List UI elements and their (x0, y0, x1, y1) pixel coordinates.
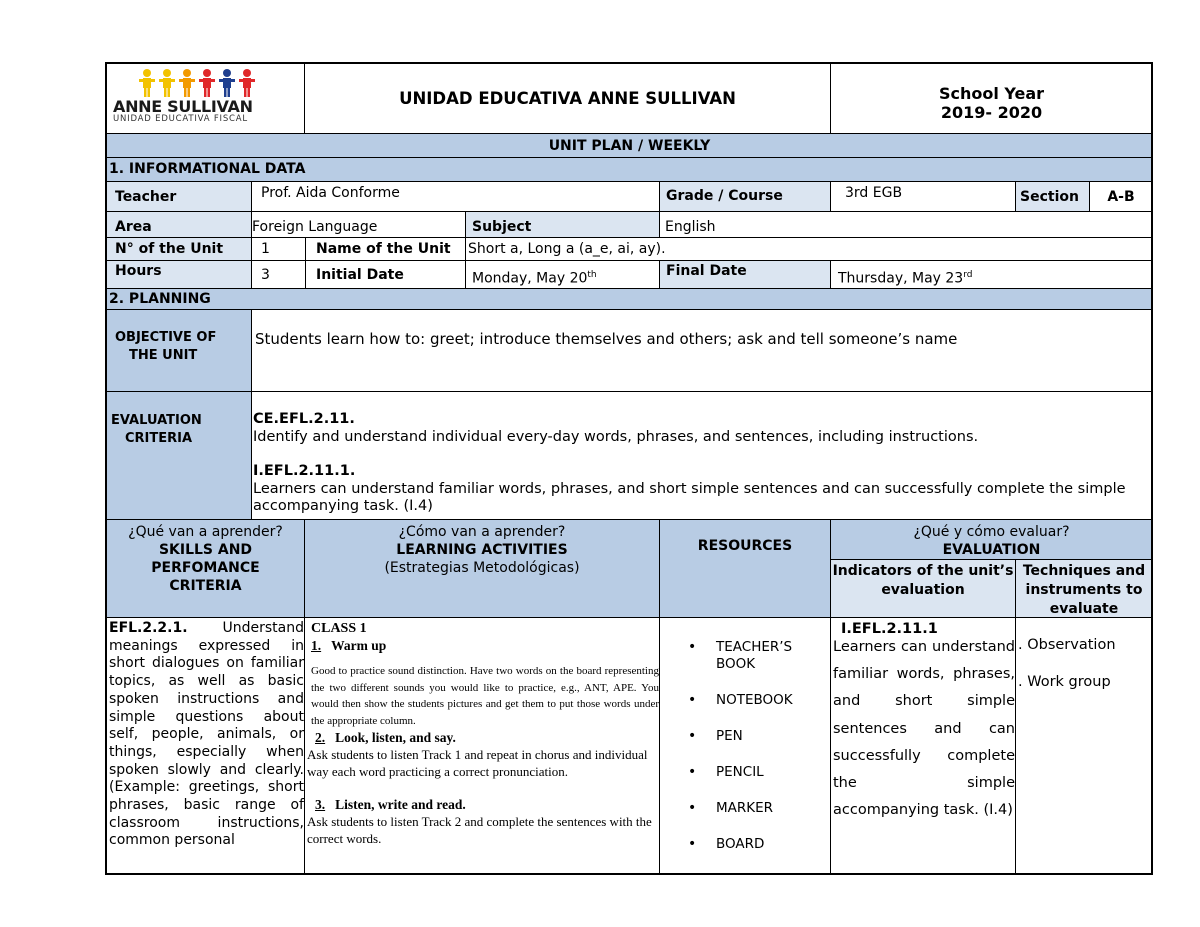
techniques-header: Techniques and instruments to evaluate (1016, 560, 1153, 618)
final-date-label: Final Date (660, 261, 831, 289)
area-label: Area (107, 212, 252, 238)
unit-plan-title: UNIT PLAN / WEEKLY (107, 134, 1153, 158)
criteria-text (252, 392, 1153, 520)
activity-3-heading (315, 796, 659, 813)
activity-2-text: Ask students to listen Track 1 and repeat in chorus and individual way each word practicing a correct pronunciation. (307, 747, 648, 779)
subject-value: English (660, 212, 1153, 238)
unit-plan-document (105, 62, 1153, 875)
unit-name-value: Short a, Long a (a_e, ai, ay). (466, 238, 1153, 261)
skills-body (107, 618, 305, 875)
activity-1-number: 1. (311, 638, 322, 653)
school-name: UNIDAD EDUCATIVA ANNE SULLIVAN (305, 64, 831, 134)
skills-title-3: CRITERIA (169, 578, 242, 594)
criteria-code-1: CE.EFL.2.11. (253, 411, 355, 427)
grade-value: 3rd EGB (831, 182, 1016, 212)
objective-text: Students learn how to: greet; introduce themselves and others; ask and tell someone’s name (252, 310, 1153, 392)
learning-title: LEARNING ACTIVITIES (396, 542, 568, 558)
children-logo-icon (137, 68, 257, 98)
indicators-body (831, 618, 1016, 875)
criteria-label-line2: CRITERIA (125, 431, 193, 446)
resource-item: • BOARD (660, 836, 830, 853)
indicator-code: I.EFL.2.11.1 (841, 621, 938, 637)
skills-header (107, 520, 305, 618)
class-label: CLASS 1 (311, 621, 367, 636)
final-date-value: Thursday, May 23 (838, 270, 964, 287)
section-label: Section (1016, 182, 1090, 212)
skill-code: EFL.2.2.1. (109, 620, 188, 636)
activity-1-heading (311, 637, 659, 654)
activity-2-number: 2. (315, 730, 326, 745)
skills-title-2: PERFOMANCE (151, 560, 260, 576)
activity-3-text: Ask students to listen Track 2 and complete the sentences with the correct words. (307, 814, 652, 846)
skills-title-1: SKILLS AND (158, 542, 253, 558)
learning-header (305, 520, 660, 618)
activity-3-title: Listen, write and read. (335, 797, 466, 812)
unit-name-label: Name of the Unit (306, 238, 466, 261)
section-planning: 2. PLANNING (107, 289, 1153, 310)
hours-value: 3 (252, 261, 306, 289)
initial-date-value: Monday, May 20 (472, 270, 588, 287)
technique-item: . Observation (1018, 637, 1116, 653)
grade-label: Grade / Course (660, 182, 831, 212)
activity-1-text: Good to practice sound distinction. Have two words on the board representing the two different sounds you would like to practice, e.g., ANT, APE. You would then show the students pictures and get them to put those words under the appropriate column. (311, 665, 659, 727)
school-year-cell (831, 64, 1153, 134)
resources-body (660, 618, 831, 875)
evaluation-title: EVALUATION (942, 542, 1041, 558)
learning-subtitle: (Estrategias Metodológicas) (384, 560, 580, 576)
indicators-header: Indicators of the unit’s evaluation (831, 560, 1016, 618)
resource-item: • MARKER (660, 800, 830, 817)
final-date-cell (831, 261, 1153, 289)
logo-subtitle: UNIDAD EDUCATIVA FISCAL (113, 114, 248, 124)
resource-item: • TEACHER’S BOOK (660, 639, 830, 673)
criteria-label (107, 392, 252, 520)
unit-number-label: N° of the Unit (107, 238, 252, 261)
initial-date-cell (466, 261, 660, 289)
skills-question: ¿Qué van a aprender? (128, 524, 283, 540)
objective-label-line2: THE UNIT (129, 348, 198, 363)
unit-number-value: 1 (252, 238, 306, 261)
evaluation-question: ¿Qué y cómo evaluar? (913, 524, 1070, 540)
resources-list (660, 639, 830, 853)
initial-date-label: Initial Date (306, 261, 466, 289)
criteria-code-2: I.EFL.2.11.1. (253, 463, 356, 479)
criteria-label-line1: EVALUATION (111, 413, 202, 428)
learning-question: ¿Cómo van a aprender? (398, 524, 566, 540)
initial-date-suffix: th (587, 270, 597, 280)
activity-2-heading (315, 729, 659, 746)
teacher-label: Teacher (107, 182, 252, 212)
section-value: A-B (1090, 182, 1153, 212)
school-year-value: 2019- 2020 (940, 103, 1043, 122)
criteria-text-2: Learners can understand familiar words, phrases, and short simple sentences and can successfully complete the simple accompanying task. (I.4) (253, 480, 1126, 514)
skill-text: Understand meanings expressed in short dialogues on familiar topics, as well as basic spoken instructions and simple questions about self, people, animals, or things, especially when spoken slowly and clearly. (Example: greetings, short phrases, basic range of classroom instructions, common personal (109, 620, 304, 849)
subject-label: Subject (466, 212, 660, 238)
techniques-body (1016, 618, 1153, 875)
objective-label-line1: OBJECTIVE OF (115, 330, 217, 345)
school-year-label: School Year (938, 84, 1045, 103)
activity-2-title: Look, listen, and say. (335, 730, 456, 745)
technique-item: . Work group (1018, 674, 1111, 690)
activity-1-title: Warm up (331, 638, 387, 653)
section-informational-data: 1. INFORMATIONAL DATA (107, 158, 1153, 182)
resources-header: RESOURCES (660, 520, 831, 618)
resource-item: • PEN (660, 728, 830, 745)
hours-label: Hours (107, 261, 252, 289)
teacher-value: Prof. Aida Conforme (252, 182, 660, 212)
logo-name: ANNE SULLIVAN (113, 97, 253, 116)
criteria-text-1: Identify and understand individual every-day words, phrases, and sentences, including instructions. (253, 428, 979, 445)
indicator-text: Learners can understand familiar words, phrases, and short simple sentences and can successfully complete the simple accompanying task. (I.4) (833, 639, 1015, 819)
resource-item: • NOTEBOOK (660, 692, 830, 709)
logo-cell (107, 64, 305, 134)
area-value: Foreign Language (252, 212, 466, 238)
resource-item: • PENCIL (660, 764, 830, 781)
objective-label (107, 310, 252, 392)
learning-body (305, 618, 660, 875)
final-date-suffix: rd (963, 270, 973, 280)
activity-3-number: 3. (315, 797, 326, 812)
evaluation-header (831, 520, 1153, 560)
